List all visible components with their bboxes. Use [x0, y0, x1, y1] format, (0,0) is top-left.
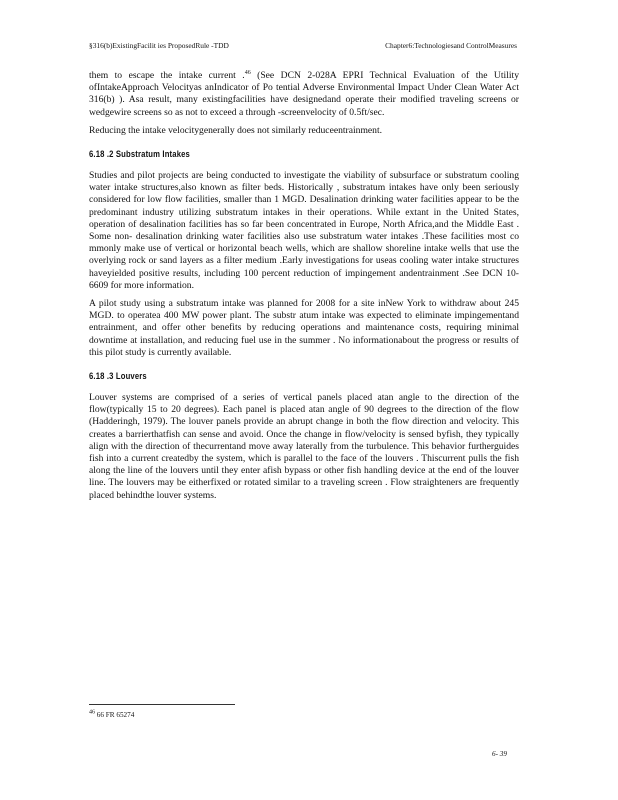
- paragraph-substratum-studies: Studies and pilot projects are being conducted to investigate the viability of subsurface or substratum cooling water intake structures,also known as filter beds. Historically , substratum intakes have only been seriously considered for low flow facilities, smaller than 1 MGD. Desalination drinking water facilities appear to be the predominant industry utilizing substratum intakes in their operations. While extant in the United States, operation of desalination facilities has so far been concentrated in Europe, North Africa,and the Middle East . Some non- desalination drinking water facilities also use substratum water intakes .These facilities most co mmonly make use of vertical or horizontal beach wells, which are shallow shoreline intake wells that use the overlying rock or sand layers as a filter medium .Early investigations for useas cooling water intake structures haveyielded positive results, including 100 percent reduction of impingement andentrainment .See DCN 10-6609 for more information.: [89, 170, 519, 291]
- running-header: [89, 41, 517, 50]
- paragraph-entrainment: Reducing the intake velocitygenerally does not similarly reduceentrainment.: [89, 124, 383, 136]
- page-number: 6- 39: [492, 750, 507, 758]
- section-heading-substratum-intakes: 6.18 .2 Substratum Intakes: [89, 149, 190, 161]
- footnote-mark: 46: [89, 709, 95, 716]
- paragraph-velocity-text-b: (See DCN 2-028A EPRI Technical Evaluation of the Utility ofIntakeApproach Velocityas anIndicator of Po tential Adverse Environmental Impact Under Clean Water Act 316(b) ). Asa result, many existingfacilities have designedand operate their modified traveling screens or wedgewire screens so as not to exceed a through -screenvelocity of 0.5ft/sec.: [89, 70, 519, 118]
- footnote-text: 66 FR 65274: [96, 711, 135, 719]
- paragraph-velocity-text-a: them to escape the intake current .: [89, 70, 245, 81]
- header-left: §316(b)ExistingFacilit ies ProposedRule -TDD: [89, 41, 229, 50]
- paragraph-velocity: [89, 70, 519, 119]
- footnote-divider: [89, 704, 235, 705]
- footnote-reference[interactable]: 46: [244, 69, 251, 76]
- page-body: [89, 70, 519, 502]
- footnote: [89, 711, 134, 719]
- paragraph-louver-systems: Louver systems are comprised of a series of vertical panels placed atan angle to the direction of the flow(typically 15 to 20 degrees). Each panel is placed atan angle of 90 degrees to the direction of the flow (Hadderingh, 1979). The louver panels provide an abrupt change in both the flow direction and velocity. This creates a barrierthatfish can sense and avoid. Once the change in flow/velocity is sensed byfish, they typically align with the direction of thecurrentand move away laterally from the turbulence. This behavior furtherguides fish into a current createdby the system, which is parallel to the face of the louvers . Thiscurrent pulls the fish along the line of the louvers until they enter afish bypass or other fish handling device at the end of the louver line. The louvers may be eitherfixed or rotated similar to a traveling screen . Flow straighteners are frequently placed behindthe louver systems.: [89, 392, 519, 501]
- section-heading-louvers: 6.18 .3 Louvers: [89, 371, 147, 383]
- paragraph-pilot-study: A pilot study using a substratum intake was planned for 2008 for a site inNew York to withdraw about 245 MGD. to operatea 400 MW power plant. The substr atum intake was expected to eliminate impingementand entrainment, and offer other benefits by reducing operations and maintenance costs, requiring minimal downtime at installation, and reducing fuel use in the summer . No informationabout the progress or results of this pilot study is currently available.: [89, 298, 519, 358]
- header-right: Chapter6:Technologiesand ControlMeasures: [385, 41, 517, 50]
